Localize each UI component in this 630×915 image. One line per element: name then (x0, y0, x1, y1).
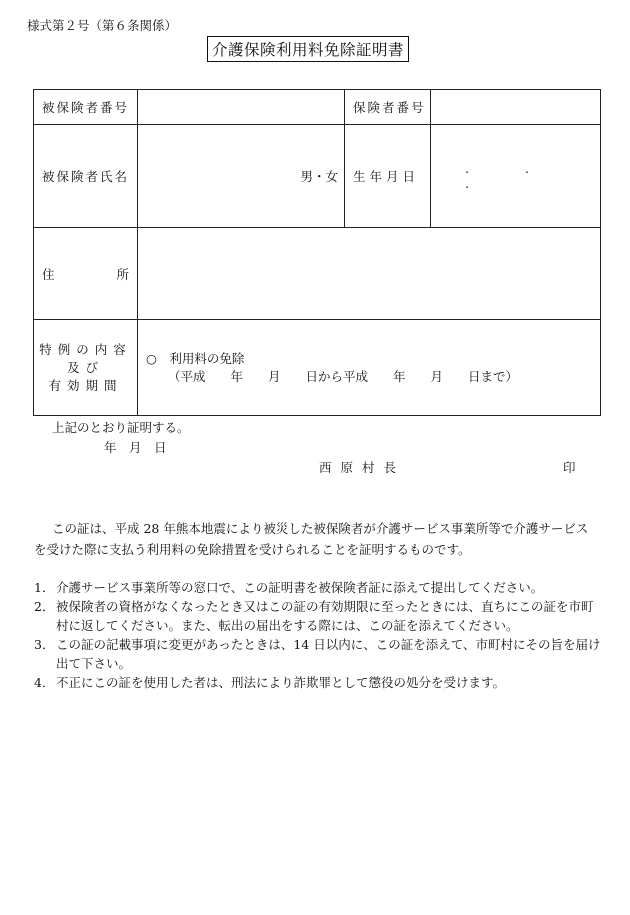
issuer-name: 西原村長 (319, 460, 406, 475)
row-insured-number (34, 90, 601, 125)
row-special-period (34, 320, 601, 416)
note-item (34, 597, 604, 635)
insured-name-label: 被保険者氏名 (34, 125, 138, 228)
address-label-char-2: 所 (116, 266, 129, 282)
certification-statement: 上記のとおり証明する。 (52, 420, 190, 435)
insurer-number-label: 保険者番号 (345, 90, 431, 125)
note-text: 介護サービス事業所等の窓口で、この証明書を被保険者証に添えて提出してください。 (56, 580, 544, 595)
special-period-label (34, 320, 138, 416)
insurer-number-field[interactable] (431, 90, 601, 125)
exemption-item: ○ 利用料の免除 (146, 350, 245, 366)
insured-number-label: 被保険者番号 (34, 90, 138, 125)
insured-number-field[interactable] (138, 90, 345, 125)
note-item (34, 673, 604, 692)
note-number: 3． (34, 637, 55, 652)
note-item (34, 635, 604, 673)
special-label-line-2: 及び (66, 359, 104, 375)
note-item (34, 578, 604, 597)
address-label-char-1: 住 (42, 266, 55, 282)
note-number: 1． (34, 580, 55, 595)
special-period-field[interactable] (138, 320, 601, 416)
birth-date-field[interactable] (431, 125, 601, 228)
note-text: 不正にこの証を使用した者は、刑法により詐欺罪として懲役の処分を受けます。 (56, 675, 506, 690)
birth-date-placeholder: . . . (465, 161, 555, 191)
special-label-line-1: 特例の内容 (39, 341, 132, 357)
form-number: 様式第２号（第６条関係） (27, 18, 178, 33)
gender-options: 男・女 (300, 169, 338, 184)
note-text: この証の記載事項に変更があったときは、14 日以内に、この証を添えて、市町村にその旨を届け出て下さい。 (56, 637, 601, 671)
certificate-table (33, 89, 601, 416)
note-number: 4． (34, 675, 55, 690)
notes-list (34, 578, 604, 692)
seal-mark: 印 (563, 460, 576, 475)
certification-date: 年 月 日 (104, 440, 167, 455)
birth-date-label: 生年月日 (345, 125, 431, 228)
address-label (34, 228, 138, 320)
exemption-period: （平成 年 月 日から平成 年 月 日まで） (168, 368, 519, 384)
insured-name-field[interactable] (138, 125, 345, 228)
special-label-line-3: 有効期間 (48, 377, 123, 393)
description-paragraph: この証は、平成 28 年熊本地震により被災した被保険者が介護サービス事業所等で介護サービスを受けた際に支払う利用料の免除措置を受けられることを証明するものです。 (34, 521, 589, 557)
row-address (34, 228, 601, 320)
address-field[interactable] (138, 228, 601, 320)
document-title: 介護保険利用料免除証明書 (207, 36, 409, 62)
note-text: 被保険者の資格がなくなったとき又はこの証の有効期限に至ったときには、直ちにこの証を市町村に返してください。また、転出の届出をする際には、この証を添えてください。 (56, 599, 594, 633)
note-number: 2． (34, 599, 55, 614)
row-insured-name (34, 125, 601, 228)
